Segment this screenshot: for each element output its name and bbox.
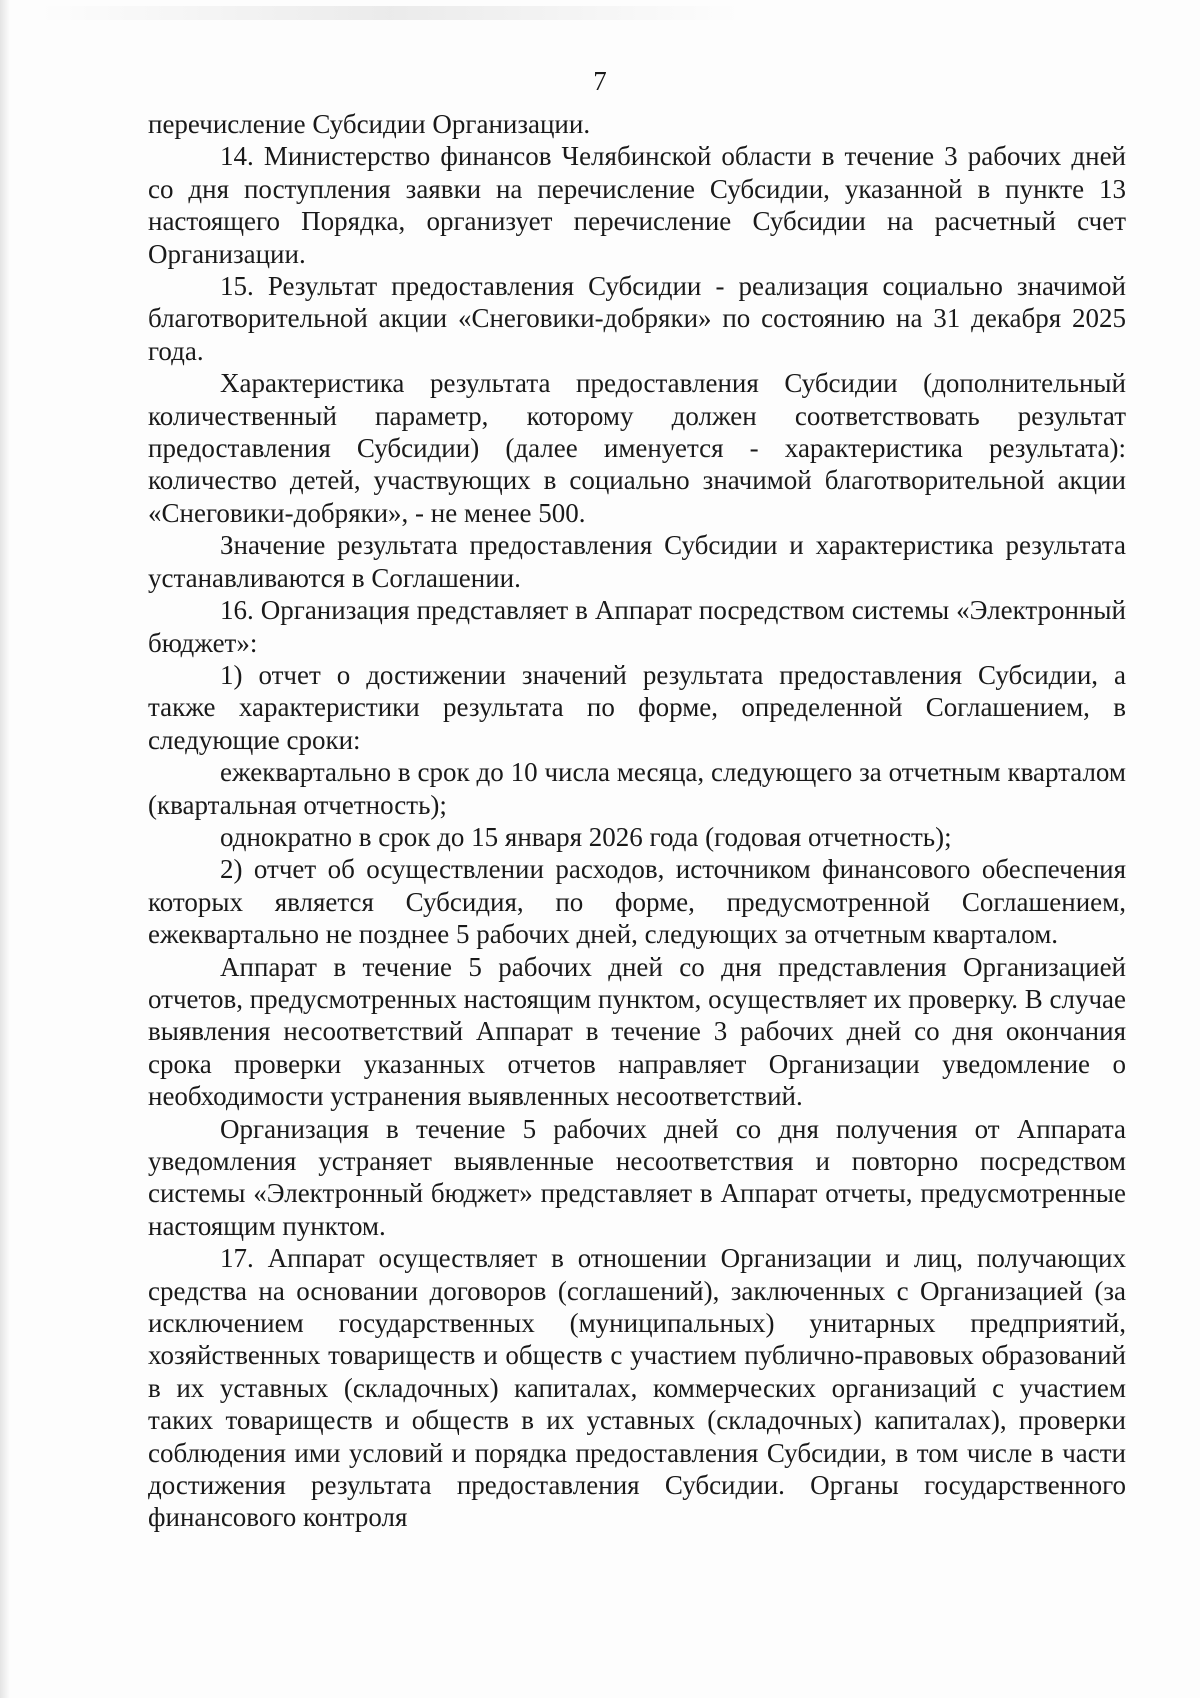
paragraph-result-characteristic: Характеристика результата предоставления Субсидии (дополнительный количественный параметр, которому должен соответствовать результат предоставления Субсидии) (далее именуется - характеристика результата): количество детей, участвующих в социально значимой благотворительной акции «Снеговики-добряки», - не менее 500. [148, 368, 1126, 528]
paragraph-result-value: Значение результата предоставления Субсидии и характеристика результата устанавливаются в Соглашении. [148, 530, 1126, 593]
scan-smudge [40, 6, 740, 20]
paragraph-continuation: перечисление Субсидии Организации. [148, 109, 591, 139]
paragraph-subitem-1: 1) отчет о достижении значений результата предоставления Субсидии, а также характеристики результата по форме, определенной Соглашением, в следующие сроки: [148, 659, 1126, 755]
paragraph-quarterly: ежеквартально в срок до 10 числа месяца, следующего за отчетным кварталом (квартальная отчетность); [148, 757, 1126, 820]
paragraph-item-14: 14. Министерство финансов Челябинской области в течение 3 рабочих дней со дня поступления заявки на перечисление Субсидии, указанной в пункте 13 настоящего Порядка, организует перечисление Субсидии на расчетный счет Организации. [148, 141, 1126, 269]
scan-edge-shadow [0, 0, 10, 1698]
paragraph-item-17: 17. Аппарат осуществляет в отношении Организации и лиц, получающих средства на основании договоров (соглашений), заключенных с Организацией (за исключением государственных (муниципальных) унитарных предприятий, хозяйственных товариществ и обществ с участием публично-правовых образований в их уставных (складочных) капиталах, коммерческих организаций с участием таких товариществ и обществ в их уставных (складочных) капиталах), проверки соблюдения ими условий и порядка предоставления Субсидии, в том числе в части достижения результата предоставления Субсидии. Органы государственного финансового контроля [148, 1243, 1126, 1533]
document-body [148, 108, 1126, 1534]
paragraph-item-16: 16. Организация представляет в Аппарат посредством системы «Электронный бюджет»: [148, 595, 1126, 658]
paragraph-item-15: 15. Результат предоставления Субсидии - реализация социально значимой благотворительной акции «Снеговики-добряки» по состоянию на 31 декабря 2025 года. [148, 271, 1126, 366]
paragraph-annual: однократно в срок до 15 января 2026 года (годовая отчетность); [220, 821, 952, 852]
page-number: 7 [593, 66, 607, 96]
paragraph-subitem-2: 2) отчет об осуществлении расходов, источником финансового обеспечения которых является Субсидия, по форме, предусмотренной Соглашением, ежеквартально не позднее 5 рабочих дней, следующих за отчетным кварталом. [148, 854, 1126, 950]
paragraph-verification: Аппарат в течение 5 рабочих дней со дня представления Организацией отчетов, предусмотренных настоящим пунктом, осуществляет их проверку. В случае выявления несоответствий Аппарат в течение 3 рабочих дней со дня окончания срока проверки указанных отчетов направляет Организации уведомление о необходимости устранения выявленных несоответствий. [148, 951, 1127, 1112]
paragraph-correction: Организация в течение 5 рабочих дней со дня получения от Аппарата уведомления устраняет выявленные несоответствия и повторно посредством системы «Электронный бюджет» представляет в Аппарат отчеты, предусмотренные настоящим пунктом. [148, 1113, 1126, 1241]
